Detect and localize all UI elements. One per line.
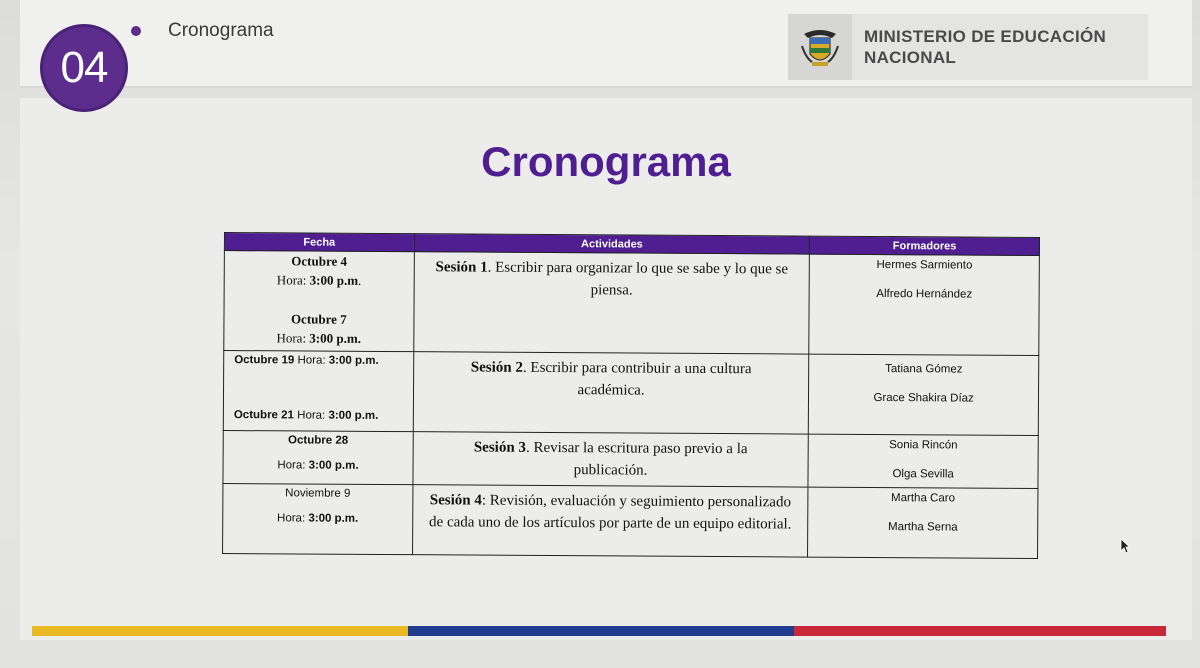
flag-color-stripe — [32, 626, 1166, 636]
header-divider — [20, 88, 1192, 98]
hour: 3:00 p.m — [309, 272, 359, 288]
formador-name: Grace Shakira Díaz — [873, 391, 974, 405]
mouse-pointer-icon — [1120, 538, 1130, 554]
hour-label: Hora: — [277, 459, 309, 472]
formadores-cell — [808, 434, 1038, 488]
formador-name: Hermes Sarmiento — [876, 258, 973, 272]
hour: 3:00 p.m. — [308, 512, 359, 525]
ministry-logo — [788, 14, 1148, 80]
activity-cell — [413, 352, 809, 434]
header-formadores: Formadores — [810, 236, 1040, 255]
session-label: Sesión 3 — [473, 439, 527, 456]
date: Octubre 7 — [290, 311, 347, 327]
hour-label: Hora: — [276, 272, 310, 288]
hour-label: Hora: — [276, 512, 309, 525]
session-label: Sesión 1 — [435, 259, 488, 276]
stripe-yellow — [32, 626, 408, 636]
formadores-cell — [808, 487, 1038, 558]
hour: 3:00 p.m. — [328, 354, 379, 367]
fecha-cell — [223, 483, 413, 554]
activity-text: . Escribir para organizar lo que se sabe y lo que se piensa. — [487, 259, 789, 299]
hour-label: Hora: — [294, 354, 329, 367]
activity-cell — [414, 252, 810, 354]
session-label: Sesión 4 — [429, 492, 482, 509]
slide-title: Cronograma — [481, 138, 731, 185]
colombia-coat-of-arms-icon — [788, 14, 852, 80]
presentation-slide — [20, 0, 1192, 640]
schedule-table-wrapper — [222, 232, 1040, 559]
date: Octubre 28 — [288, 434, 349, 447]
hour: 3:00 p.m. — [308, 459, 359, 472]
activity-text: : Revisión, evaluación y seguimiento personalizado de cada uno de los artículos por parte de un equipo editorial. — [429, 492, 792, 533]
table-row — [224, 251, 1040, 356]
activity-text: . Escribir para contribuir a una cultura académica. — [522, 359, 752, 399]
section-number: 04 — [60, 43, 108, 92]
fecha-cell — [224, 251, 414, 352]
section-number-badge — [40, 24, 128, 112]
ministry-name-line1: MINISTERIO DE EDUCACIÓN — [864, 27, 1107, 46]
hour: 3:00 p.m. — [328, 409, 379, 422]
fecha-cell — [223, 430, 413, 484]
session-label: Sesión 2 — [470, 359, 523, 376]
hour-label: Hora: — [293, 409, 329, 422]
date: Octubre 19 — [234, 354, 295, 367]
hour: 3:00 p.m. — [309, 330, 362, 346]
activity-cell — [412, 485, 808, 557]
formador-name: Alfredo Hernández — [876, 287, 973, 301]
table-row — [223, 351, 1038, 436]
table-row — [223, 430, 1038, 488]
schedule-table — [222, 232, 1040, 559]
ministry-name — [864, 26, 1106, 68]
activity-text: . Revisar la escritura paso previo a la publicación. — [525, 439, 748, 479]
formador-name: Tatiana Gómez — [885, 363, 963, 376]
date: Octubre 4 — [291, 253, 348, 269]
hour-label: Hora: — [276, 330, 310, 346]
header-section-title: Cronograma — [168, 20, 274, 41]
header-actividades: Actividades — [414, 234, 810, 254]
stripe-red — [794, 626, 1166, 636]
stripe-blue — [408, 626, 794, 636]
hour-suffix: . — [358, 272, 362, 288]
ministry-name-line2: NACIONAL — [864, 48, 957, 67]
formador-name: Sonia Rincón — [889, 439, 958, 452]
formador-name: Martha Caro — [891, 492, 956, 505]
header-fecha: Fecha — [224, 233, 414, 252]
formadores-cell — [809, 254, 1039, 355]
formadores-cell — [809, 354, 1039, 435]
activity-cell — [413, 432, 809, 487]
fecha-cell — [223, 351, 413, 432]
formador-name: Martha Serna — [887, 521, 958, 534]
date: Noviembre 9 — [285, 487, 351, 500]
formador-name: Olga Sevilla — [892, 468, 954, 481]
date: Octubre 21 — [233, 409, 294, 422]
badge-dot — [131, 26, 141, 36]
table-row — [223, 483, 1038, 558]
